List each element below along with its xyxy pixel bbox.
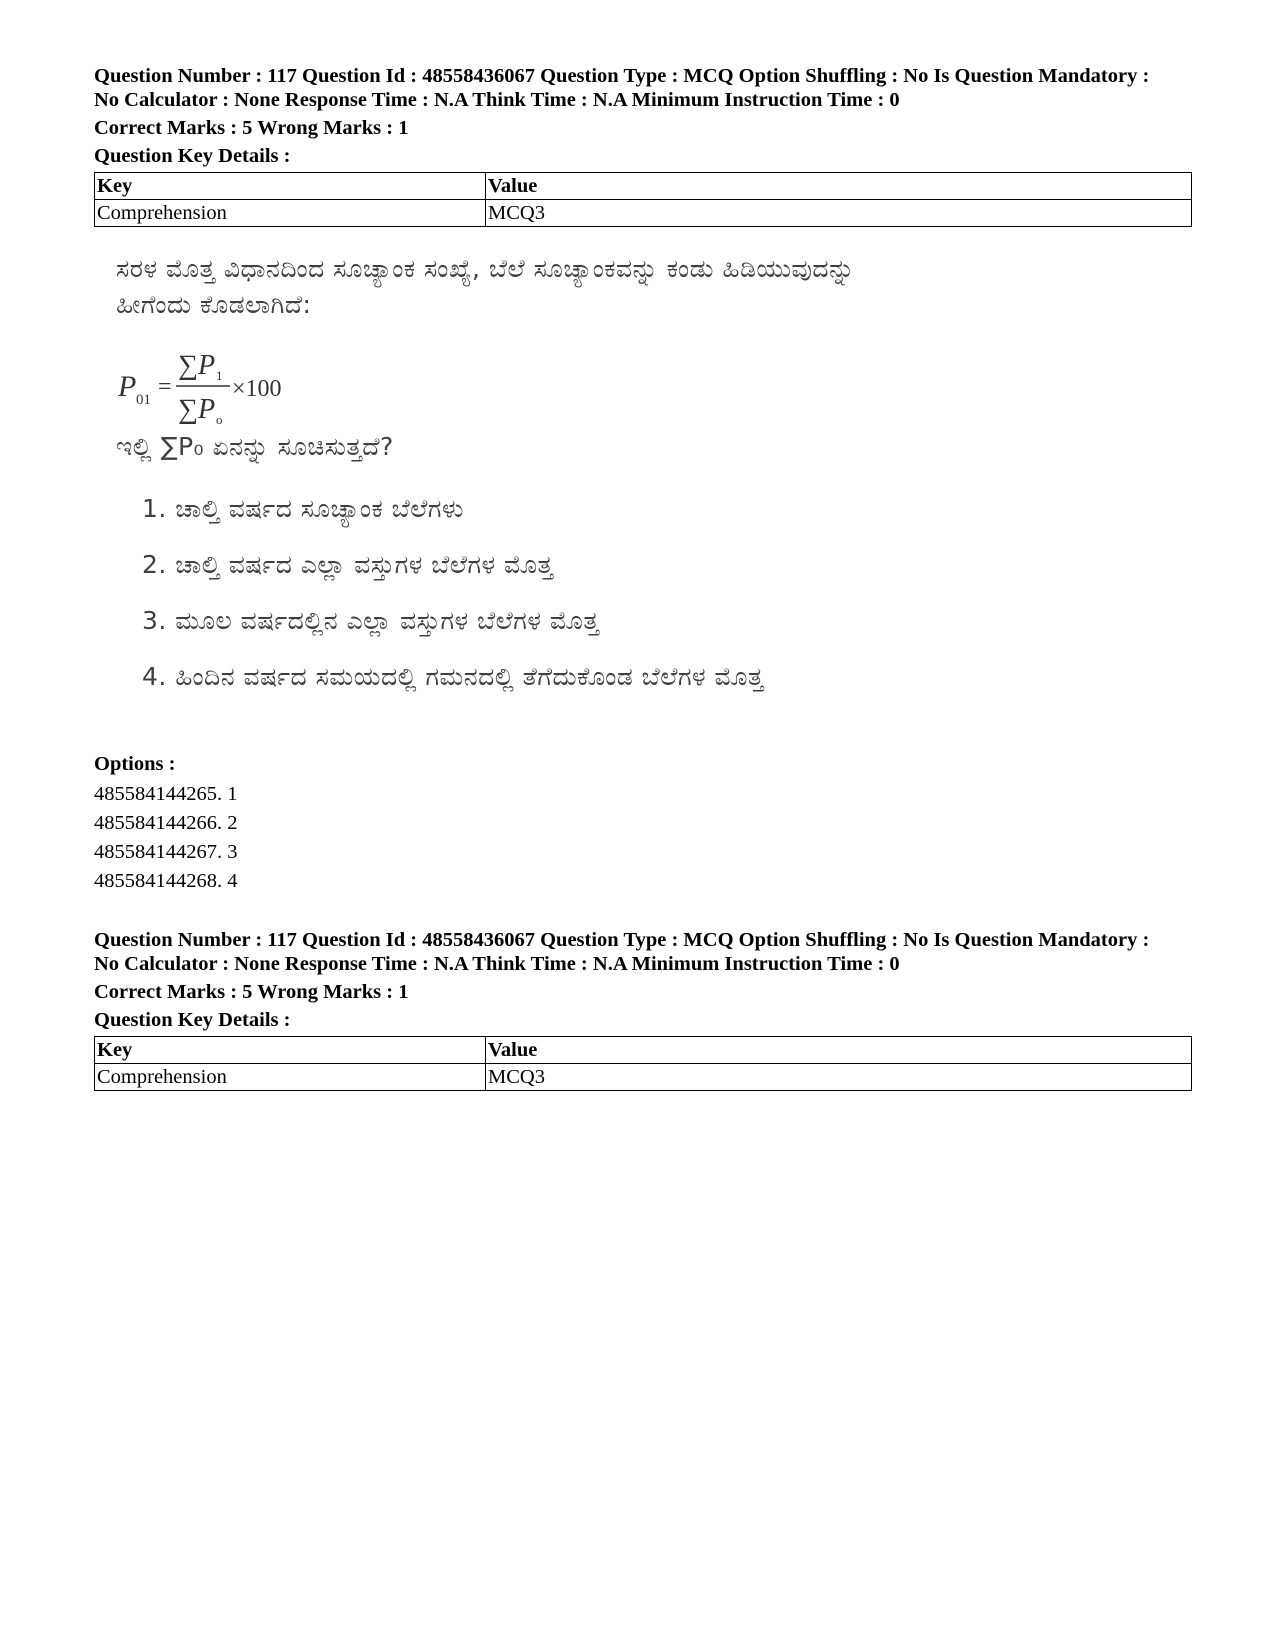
table-header-row bbox=[95, 1037, 1192, 1064]
table-cell-key: Comprehension bbox=[95, 1064, 486, 1091]
options-title: Options : bbox=[94, 753, 176, 775]
formula-lhs-sub: 01 bbox=[136, 392, 151, 408]
option-item: 485584144266. 2 bbox=[94, 812, 238, 834]
formula-numerator: ∑P bbox=[178, 350, 216, 381]
question-intro-line-1: ಸರಳ ಮೊತ್ತ ವಿಧಾನದಿಂದ ಸೂಚ್ಯಾಂಕ ಸಂಖ್ಯೆ, ಬೆಲೆ ಸೂಚ್ಯಾಂಕವನ್ನು ಕಂಡು ಹಿಡಿಯುವುದನ್ನು bbox=[116, 254, 855, 283]
table-cell-value: MCQ3 bbox=[486, 200, 1192, 227]
marks-line: Correct Marks : 5 Wrong Marks : 1 bbox=[94, 117, 409, 139]
question-meta-line-2: No Calculator : None Response Time : N.A Think Time : N.A Minimum Instruction Time : 0 bbox=[94, 89, 900, 111]
option-item: 485584144268. 4 bbox=[94, 870, 238, 892]
question-header-block-2 bbox=[94, 928, 1192, 1091]
choice-4: 4. ಹಿಂದಿನ ವರ್ಷದ ಸಮಯದಲ್ಲಿ ಗಮನದಲ್ಲಿ ತೆಗೆದುಕೊಂಡ ಬೆಲೆಗಳ ಮೊತ್ತ bbox=[142, 662, 764, 691]
question-meta-line-2: No Calculator : None Response Time : N.A Think Time : N.A Minimum Instruction Time : 0 bbox=[94, 953, 900, 975]
formula-multiplier: ×100 bbox=[232, 376, 282, 402]
table-header-value: Value bbox=[486, 173, 1192, 200]
option-item: 485584144265. 1 bbox=[94, 783, 238, 805]
options-list bbox=[94, 780, 238, 896]
formula-equals: = bbox=[158, 374, 172, 400]
option-item: 485584144267. 3 bbox=[94, 841, 238, 863]
choice-1: 1. ಚಾಲ್ತಿ ವರ್ಷದ ಸೂಚ್ಯಾಂಕ ಬೆಲೆಗಳು bbox=[142, 494, 464, 523]
table-header-value: Value bbox=[486, 1037, 1192, 1064]
table-cell-value: MCQ3 bbox=[486, 1064, 1192, 1091]
table-row bbox=[95, 200, 1192, 227]
index-formula bbox=[118, 346, 318, 430]
formula-lhs: P bbox=[118, 370, 137, 403]
key-details-title: Question Key Details : bbox=[94, 145, 291, 167]
key-details-title: Question Key Details : bbox=[94, 1009, 291, 1031]
question-intro-line-2: ಹೀಗೆಂದು ಕೊಡಲಾಗಿದೆ: bbox=[116, 290, 312, 319]
key-details-table bbox=[94, 1036, 1192, 1091]
table-row bbox=[95, 1064, 1192, 1091]
question-meta-line-1: Question Number : 117 Question Id : 48558436067 Question Type : MCQ Option Shuffling : No Is Question Mandatory : bbox=[94, 929, 1150, 951]
question-line: ಇಲ್ಲಿ ∑P₀ ಏನನ್ನು ಸೂಚಿಸುತ್ತದೆ? bbox=[116, 432, 394, 461]
formula-denominator-sub: o bbox=[216, 412, 223, 427]
formula-numerator-sub: 1 bbox=[216, 368, 223, 383]
question-image bbox=[108, 254, 1108, 734]
table-cell-key: Comprehension bbox=[95, 200, 486, 227]
table-header-row bbox=[95, 173, 1192, 200]
table-header-key: Key bbox=[95, 173, 486, 200]
marks-line: Correct Marks : 5 Wrong Marks : 1 bbox=[94, 981, 409, 1003]
table-header-key: Key bbox=[95, 1037, 486, 1064]
choice-2: 2. ಚಾಲ್ತಿ ವರ್ಷದ ಎಲ್ಲಾ ವಸ್ತುಗಳ ಬೆಲೆಗಳ ಮೊತ್ತ bbox=[142, 550, 554, 579]
choice-3: 3. ಮೂಲ ವರ್ಷದಲ್ಲಿನ ಎಲ್ಲಾ ವಸ್ತುಗಳ ಬೆಲೆಗಳ ಮೊತ್ತ bbox=[142, 606, 600, 635]
formula-denominator: ∑P bbox=[178, 394, 216, 425]
key-details-table bbox=[94, 172, 1192, 227]
question-meta-line-1: Question Number : 117 Question Id : 48558436067 Question Type : MCQ Option Shuffling : No Is Question Mandatory : bbox=[94, 65, 1150, 87]
question-header-block bbox=[94, 64, 1192, 227]
